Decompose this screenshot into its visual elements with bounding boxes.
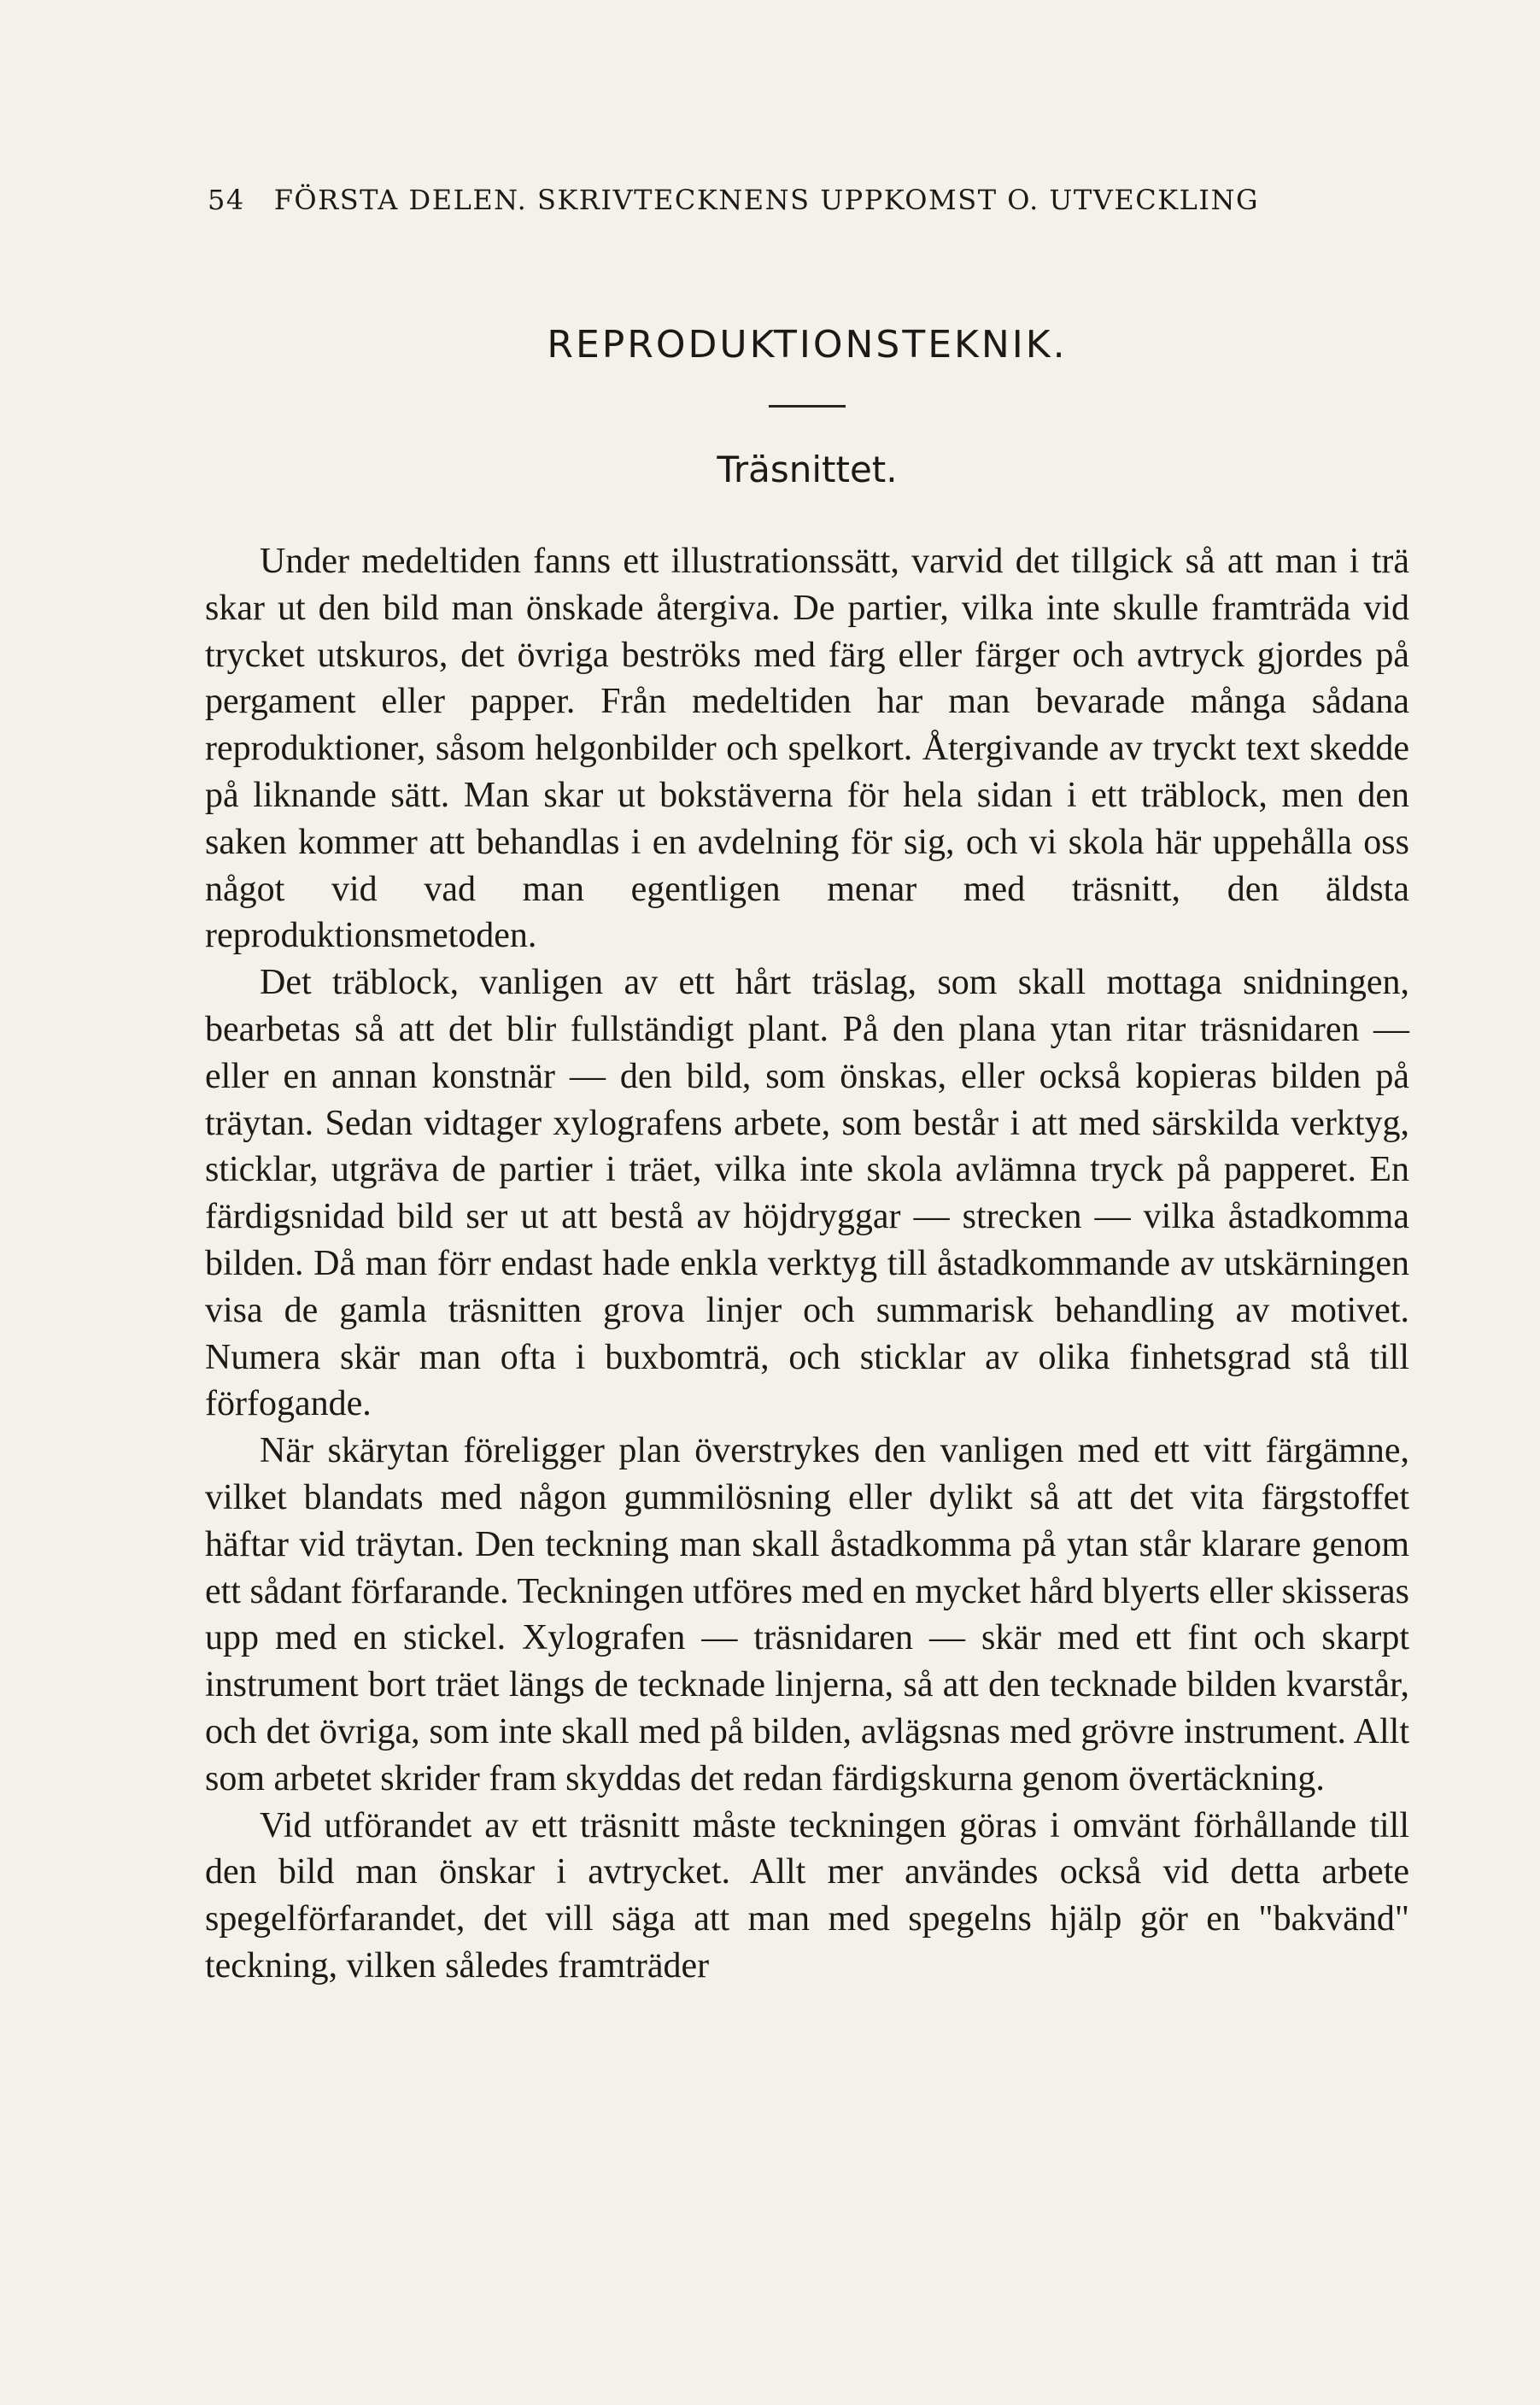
paragraph: Vid utförandet av ett träsnitt måste teckningen göras i omvänt förhållande till den bild man önskar i avtrycket. Allt mer användes också vid detta arbete spegelförfarandet, det vill säga att man med spegelns hjälp gör en "bakvänd" teckning, vilken således framträder — [205, 1805, 1409, 1986]
section-title: Träsnittet. — [717, 449, 898, 490]
chapter-title: REPRODUKTIONSTEKNIK. — [547, 323, 1068, 367]
page-number: 54 — [208, 184, 245, 216]
paragraph: Under medeltiden fanns ett illustrationssätt, varvid det tillgick så att man i trä skar ut den bild man önskade återgiva. De partier, vilka inte skulle framträda vid trycket utskuros, det övriga beströks med färg eller färger och avtryck gjordes på pergament eller papper. Från medeltiden har man bevarade många sådana reproduktioner, såsom helgonbilder och spelkort. Återgivande av tryckt text skedde på liknande sätt. Man skar ut bokstäverna för hela sidan i ett träblock, men den saken kommer att behandlas i en avdelning för sig, och vi skola här uppehålla oss något vid vad man egentligen menar med träsnitt, den äldsta reproduktionsmetoden. — [205, 542, 1409, 956]
paragraph: Det träblock, vanligen av ett hårt träslag, som skall mottaga snidningen, bearbetas så att det blir fullständigt plant. På den plana ytan ritar träsnidaren — eller en annan konstnär — den bild, som önskas, eller också kopieras bilden på träytan. Sedan vidtager xylografens arbete, som består i att med särskilda verktyg, sticklar, utgräva de partier i träet, vilka inte skola avlämna tryck på papperet. En färdigsnidad bild ser ut att bestå av höjdryggar — strecken — vilka åstadkomma bilden. Då man förr endast hade enkla verktyg till åstadkommande av utskärningen visa de gamla träsnitten grova linjer och summarisk behandling av motivet. Numera skär man ofta i buxbomträ, och sticklar av olika finhetsgrad stå till förfogande. — [205, 963, 1409, 1424]
running-title: FÖRSTA DELEN. SKRIVTECKNENS UPPKOMST O. UTVECKLING — [273, 184, 1260, 216]
title-divider — [769, 405, 846, 408]
running-header — [208, 184, 1386, 216]
body-text — [205, 538, 1409, 1990]
paragraph: När skärytan föreligger plan överstrykes den vanligen med ett vitt färgämne, vilket blandats med någon gummilösning eller dylikt så att det vita färgstoffet häftar vid träytan. Den teckning man skall åstadkomma på ytan står klarare genom ett sådant förfarande. Teckningen utföres med en mycket hård blyerts eller skisseras upp med en stickel. Xylografen — träsnidaren — skär med ett fint och skarpt instrument bort träet längs de tecknade linjerna, så att den tecknade bilden kvarstår, och det övriga, som inte skall med på bilden, avlägsnas med grövre instrument. Allt som arbetet skrider fram skyddas det redan färdigskurna genom övertäckning. — [205, 1431, 1409, 1798]
